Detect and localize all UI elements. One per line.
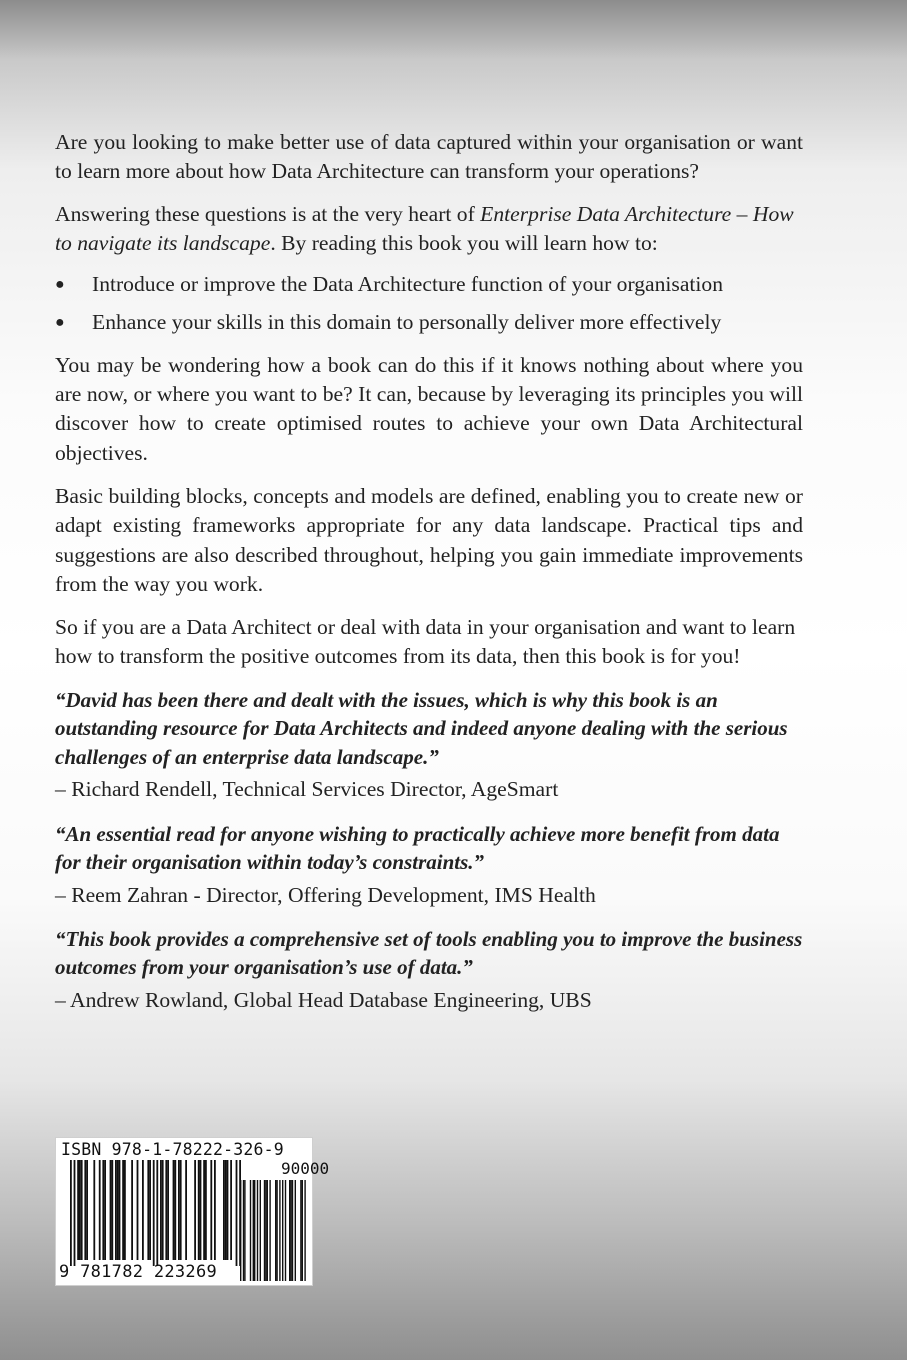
barcode-bar: [131, 1160, 133, 1260]
barcode-bar: [194, 1160, 196, 1260]
addon-bar: [279, 1180, 280, 1281]
barcode-bar: [117, 1160, 119, 1260]
barcode-bar: [173, 1160, 175, 1260]
addon-bar: [267, 1180, 268, 1281]
isbn-barcode: [55, 1137, 330, 1286]
barcode-bar: [214, 1160, 216, 1260]
intro-paragraph: Are you looking to make better use of data captured within your organisation or want to learn more about how Data Architecture can transform your operations?: [55, 130, 803, 184]
barcode-bar: [124, 1160, 126, 1260]
testimonial-quote: “This book provides a comprehensive set of tools enabling you to improve the business outcomes from your organisation’s use of data.”: [55, 926, 803, 980]
barcode-bar: [77, 1160, 79, 1260]
testimonial-attribution: – Andrew Rowland, Global Head Database Engineering, UBS: [55, 987, 592, 1012]
intro-prefix: Answering these questions is at the very heart of: [55, 201, 481, 226]
barcode-bar: [79, 1160, 81, 1260]
barcode-bar: [178, 1160, 180, 1260]
testimonial-attribution: – Richard Rendell, Technical Services Director, AgeSmart: [55, 777, 559, 802]
addon-bar: [290, 1180, 291, 1281]
addon-bar: [282, 1180, 283, 1281]
barcode-bar: [99, 1160, 101, 1260]
barcode-bar: [102, 1160, 104, 1260]
addon-bar: [254, 1180, 255, 1281]
addon-bar: [302, 1180, 303, 1281]
barcode-bar: [162, 1160, 164, 1260]
addon-bar: [300, 1180, 301, 1281]
barcode-bar: [200, 1160, 202, 1260]
addon-bar: [269, 1180, 270, 1281]
barcode-guard-bar: [236, 1160, 238, 1266]
addon-bar: [260, 1180, 261, 1281]
barcode-bar: [225, 1160, 227, 1260]
barcode-bar: [180, 1160, 182, 1260]
barcode-bar: [122, 1160, 124, 1260]
barcode-bar: [86, 1160, 88, 1260]
book-title: Enterprise Data Architecture – How to navigate its landscape: [55, 201, 794, 255]
list-item: [55, 270, 803, 299]
barcode-bar: [174, 1160, 176, 1260]
list-item-text: Introduce or improve the Data Architecture function of your organisation: [92, 272, 724, 297]
barcode-bar: [119, 1160, 121, 1260]
barcode-bar: [115, 1160, 117, 1260]
price-code: 90000: [281, 1159, 330, 1178]
addon-bar: [264, 1180, 265, 1281]
intro-suffix: . By reading this book you will learn how to:: [270, 230, 658, 255]
addon-bar: [257, 1180, 258, 1281]
list-item-text: Enhance your skills in this domain to personally deliver more effectively: [92, 310, 722, 335]
list-item: [55, 308, 803, 337]
addon-bar: [292, 1180, 293, 1281]
addon-bar: [276, 1180, 277, 1281]
ean-digits: 9 781782 223269: [59, 1262, 218, 1282]
body-paragraph: You may be wondering how a book can do this if it knows nothing about where you are now, or where you want to be? It can, because by leveraging its principles you will discover how to create optimised routes to achieve your own Data Architectural objectives.: [55, 352, 803, 465]
barcode-bar: [110, 1160, 112, 1260]
testimonial-quote: “An essential read for anyone wishing to practically achieve more benefit from data for their organisation within today’s constraints.”: [55, 821, 780, 875]
barcode-bar: [227, 1160, 229, 1260]
barcode-bar: [137, 1160, 139, 1260]
bullet-icon: ●: [55, 276, 65, 294]
barcode-bar: [93, 1160, 95, 1260]
addon-bar: [253, 1180, 254, 1281]
barcode-guard-bar: [70, 1160, 72, 1266]
addon-bar: [295, 1180, 296, 1281]
barcode-bar: [111, 1160, 113, 1260]
addon-bar: [243, 1180, 244, 1281]
intro-paragraph-2: [55, 200, 803, 259]
barcode-guard-bar: [74, 1160, 76, 1266]
addon-bar: [240, 1180, 241, 1281]
barcode-bar: [142, 1160, 144, 1260]
barcode-bar: [210, 1160, 212, 1260]
barcode-bar: [147, 1160, 149, 1260]
barcode-guard-bar: [156, 1160, 158, 1266]
testimonial-quote: “David has been there and dealt with the issues, which is why this book is an outstanding resource for Data Architects and indeed anyone dealing with the serious challenges of an enterprise data landscape.”: [55, 687, 788, 769]
bullet-icon: ●: [55, 314, 65, 332]
barcode-bar: [84, 1160, 86, 1260]
body-paragraph: So if you are a Data Architect or deal with data in your organisation and want to learn how to transform the positive outcomes from its data, then this book is for you!: [55, 615, 796, 669]
back-cover-text: [55, 128, 803, 1030]
barcode-bar: [167, 1160, 169, 1260]
addon-bar: [289, 1180, 290, 1281]
addon-bar: [250, 1180, 251, 1281]
barcode-bar: [160, 1160, 162, 1260]
addon-bar: [304, 1180, 305, 1281]
barcode-bar: [81, 1160, 83, 1260]
addon-bar: [244, 1180, 245, 1281]
learning-list: [55, 270, 803, 338]
barcode-bar: [165, 1160, 167, 1260]
barcode-bar: [185, 1160, 187, 1260]
barcode-bar: [149, 1160, 151, 1260]
barcode-bar: [223, 1160, 225, 1260]
isbn-label: ISBN 978-1-78222-326-9: [61, 1140, 284, 1159]
addon-bar: [265, 1180, 266, 1281]
barcode-bar: [104, 1160, 106, 1260]
barcode-bar: [205, 1160, 207, 1260]
barcode-bar: [230, 1160, 232, 1260]
barcode-bar: [198, 1160, 200, 1260]
body-paragraph: Basic building blocks, concepts and models are defined, enabling you to create new or adapt existing frameworks appropriate for any data landscape. Practical tips and suggestions are also described throughout, helping you gain immediate improvements from the way you work.: [55, 483, 803, 596]
barcode-bar: [203, 1160, 205, 1260]
addon-bar: [275, 1180, 276, 1281]
barcode-guard-bar: [153, 1160, 155, 1266]
testimonial-attribution: – Reem Zahran - Director, Offering Development, IMS Health: [55, 882, 596, 907]
addon-bar: [285, 1180, 286, 1281]
